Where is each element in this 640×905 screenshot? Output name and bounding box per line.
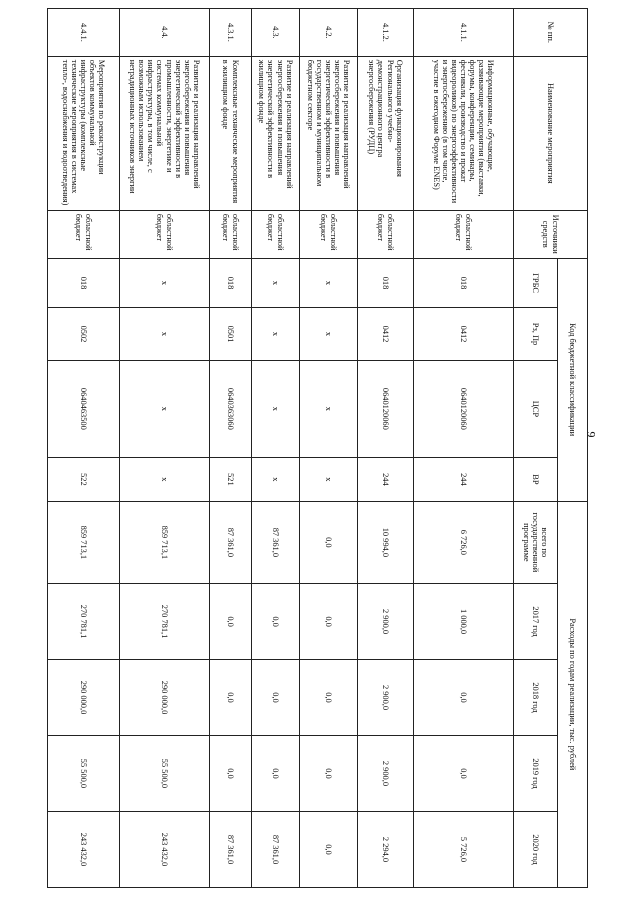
row-csr: 0640363060 [210, 360, 252, 458]
row-vr: 521 [210, 458, 252, 501]
row-csr: x [300, 360, 358, 458]
header-2018: 2018 год [514, 660, 558, 736]
row-2019: 0,0 [300, 735, 358, 811]
row-name: Информационные, обучающие, развивающие мероприятия (выставки, форумы, конференции, семинары, фестивали, производство и прокат видеороликов) по энергоэффективности и энергосбережению (в том числе, участие в ежегодном Форуме ENES) [414, 56, 514, 210]
row-2018: 0,0 [300, 660, 358, 736]
row-name: Комплексные технические мероприятия в жилищном фонде [210, 56, 252, 210]
table-row [414, 9, 514, 888]
row-vr: 522 [48, 458, 120, 501]
row-no: 4.1.1. [414, 9, 514, 57]
row-2017: 0,0 [210, 584, 252, 660]
row-total: 6 726,0 [414, 501, 514, 583]
row-2019: 0,0 [252, 735, 300, 811]
row-source: областной бюджет [300, 210, 358, 258]
row-source: областной бюджет [120, 210, 210, 258]
row-2018: 0,0 [252, 660, 300, 736]
header-no: № пп. [514, 9, 588, 57]
row-rz: 0412 [414, 308, 514, 360]
row-vr: x [120, 458, 210, 501]
row-grbs: 018 [414, 258, 514, 308]
row-2017: 0,0 [300, 584, 358, 660]
header-total: всего по государственной программе [514, 501, 558, 583]
row-rz: x [252, 308, 300, 360]
row-grbs: x [120, 258, 210, 308]
row-2017: 0,0 [252, 584, 300, 660]
row-rz: x [300, 308, 358, 360]
row-2018: 0,0 [210, 660, 252, 736]
row-source: областной бюджет [252, 210, 300, 258]
row-no: 4.1.2. [358, 9, 414, 57]
row-csr: x [252, 360, 300, 458]
row-total: 10 994,0 [358, 501, 414, 583]
row-source: областной бюджет [414, 210, 514, 258]
row-no: 4.3. [252, 9, 300, 57]
row-no: 4.2. [300, 9, 358, 57]
row-2019: 2 900,0 [358, 735, 414, 811]
row-csr: 0640120060 [358, 360, 414, 458]
row-grbs: x [252, 258, 300, 308]
row-2018: 2 900,0 [358, 660, 414, 736]
row-2020: 2 294,0 [358, 811, 414, 887]
header-budget-code: Код бюджетной классификации [558, 258, 588, 501]
row-2017: 1 000,0 [414, 584, 514, 660]
row-2017: 270 781,1 [120, 584, 210, 660]
header-name: Наименование мероприятия [514, 56, 588, 210]
header-grbs: ГРБС [514, 258, 558, 308]
row-no: 4.4.1. [48, 9, 120, 57]
row-2020: 0,0 [300, 811, 358, 887]
row-no: 4.4. [120, 9, 210, 57]
row-vr: x [252, 458, 300, 501]
header-vr: ВР [514, 458, 558, 501]
header-source: Источники средств [514, 210, 588, 258]
row-total: 87 361,0 [252, 501, 300, 583]
row-grbs: 018 [358, 258, 414, 308]
row-rz: 0501 [210, 308, 252, 360]
header-rz: Рз, Пр [514, 308, 558, 360]
row-grbs: 018 [210, 258, 252, 308]
table-row [120, 9, 210, 888]
row-csr: 0640120060 [414, 360, 514, 458]
header-2019: 2019 год [514, 735, 558, 811]
row-name: Мероприятия по реконструкции объектов коммунальной инфраструктуры (комплексные технические мероприятия в системах тепло-, водоснабжения и водоотведения) [48, 56, 120, 210]
row-2017: 270 781,1 [48, 584, 120, 660]
row-2018: 0,0 [414, 660, 514, 736]
header-expenses: Расходы по годам реализации, тыс. рублей [558, 501, 588, 887]
row-2020: 87 361,0 [210, 811, 252, 887]
row-total: 859 713,1 [120, 501, 210, 583]
row-name: Развитие и реализация направлений энергосбережения и повышения энергетической эффективности в жилищном фонде [252, 56, 300, 210]
row-2020: 243 432,0 [48, 811, 120, 887]
row-name: Организация функционирования Регионального учебно-демонстрационного центра энергосбережения (РУДЦ) [358, 56, 414, 210]
row-no: 4.3.1. [210, 9, 252, 57]
row-2017: 2 900,0 [358, 584, 414, 660]
row-vr: 244 [358, 458, 414, 501]
table-row [210, 9, 252, 888]
row-vr: x [300, 458, 358, 501]
page-number: 9 [584, 431, 599, 438]
row-total: 87 361,0 [210, 501, 252, 583]
row-2020: 87 361,0 [252, 811, 300, 887]
table-row [48, 9, 120, 888]
rotated-table-wrapper [48, 8, 588, 888]
row-2019: 0,0 [210, 735, 252, 811]
table-row [358, 9, 414, 888]
row-vr: 244 [414, 458, 514, 501]
row-rz: 0502 [48, 308, 120, 360]
row-2018: 290 000,0 [48, 660, 120, 736]
row-total: 0,0 [300, 501, 358, 583]
row-rz: x [120, 308, 210, 360]
row-2020: 5 726,0 [414, 811, 514, 887]
header-2020: 2020 год [514, 811, 558, 887]
row-grbs: x [300, 258, 358, 308]
table-body [48, 9, 514, 888]
row-2019: 55 500,0 [120, 735, 210, 811]
row-rz: 0412 [358, 308, 414, 360]
row-csr: x [120, 360, 210, 458]
row-2020: 243 432,0 [120, 811, 210, 887]
header-csr: ЦСР [514, 360, 558, 458]
budget-table [47, 8, 588, 888]
header-2017: 2017 год [514, 584, 558, 660]
row-csr: 0640463500 [48, 360, 120, 458]
row-source: областной бюджет [358, 210, 414, 258]
row-name: Развитие и реализация направлений энергосбережения и повышения энергетической эффективности в государственном и муниципальном бюджетном секторе [300, 56, 358, 210]
row-source: областной бюджет [210, 210, 252, 258]
table-row [252, 9, 300, 888]
row-total: 859 713,1 [48, 501, 120, 583]
row-2019: 55 500,0 [48, 735, 120, 811]
table-header [514, 9, 588, 888]
table-row [300, 9, 358, 888]
row-name: Развитие и реализация направлений энергосбережения и повышения энергетической эффективности в промышленности, энергетике и системах коммунальной инфраструктуры, в том числе, с возможным использованием нетрадиционных источников энергии [120, 56, 210, 210]
row-source: областной бюджет [48, 210, 120, 258]
row-grbs: 018 [48, 258, 120, 308]
row-2019: 0,0 [414, 735, 514, 811]
row-2018: 290 000,0 [120, 660, 210, 736]
